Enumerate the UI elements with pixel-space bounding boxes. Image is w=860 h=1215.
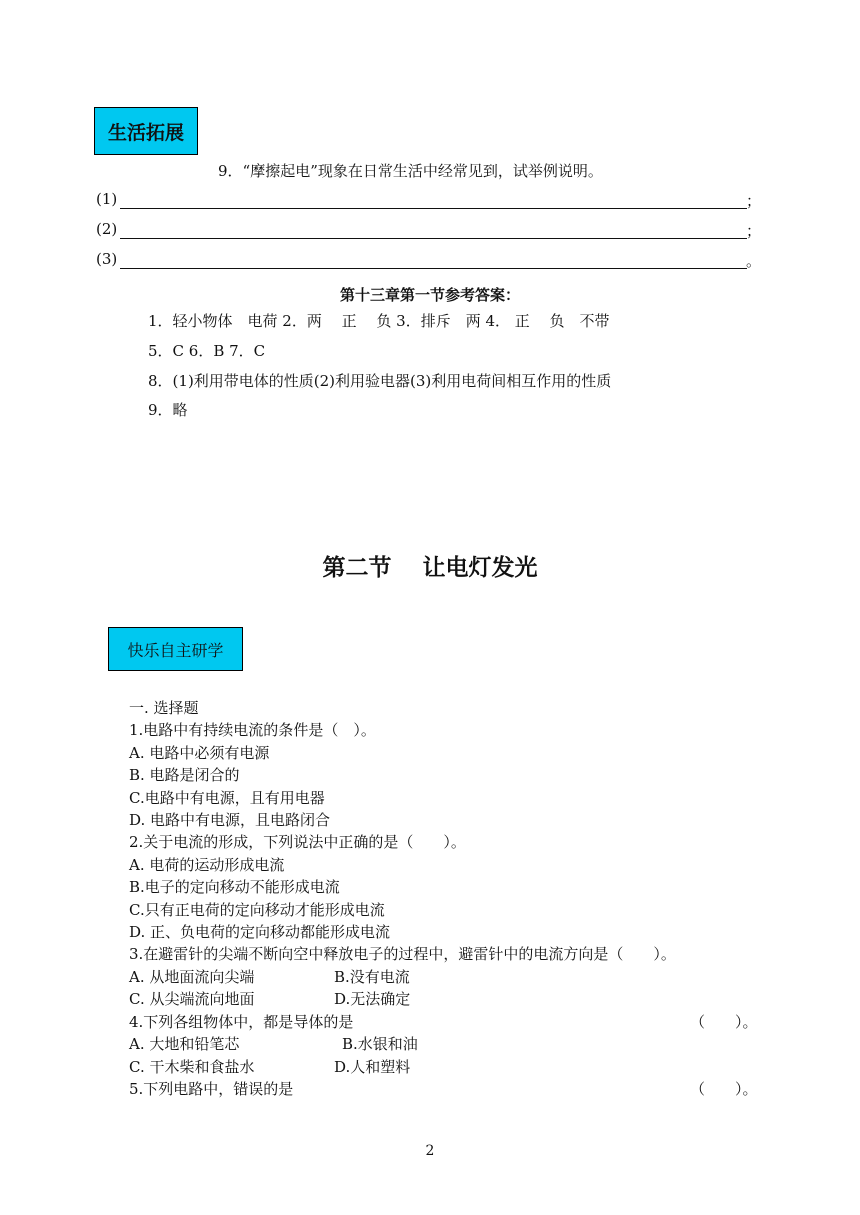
question-1: 1.电路中有持续电流的条件是（ ）。 bbox=[129, 721, 376, 739]
question-4-option-b[interactable]: B.水银和油 bbox=[342, 1035, 418, 1053]
question-1-option-a[interactable]: A. 电路中必须有电源 bbox=[129, 744, 270, 762]
page-number: 2 bbox=[425, 1143, 435, 1159]
section-tag-study-label: 快乐自主研学 bbox=[127, 640, 224, 660]
question-3-option-c[interactable]: C. 从尖端流向地面 bbox=[129, 990, 255, 1008]
quiz-heading: 一. 选择题 bbox=[129, 699, 199, 717]
answer-row-2: 5．C 6．B 7．C bbox=[148, 342, 266, 360]
answers-title: 第十三章第一节参考答案： bbox=[339, 286, 520, 304]
section-title: 第二节 让电灯发光 bbox=[322, 555, 538, 581]
question-3-option-a[interactable]: A. 从地面流向尖端 bbox=[129, 968, 255, 986]
question-4-option-a[interactable]: A. 大地和铅笔芯 bbox=[129, 1035, 240, 1053]
answer-line-2[interactable] bbox=[96, 220, 761, 242]
answer-line-3-num: (3) bbox=[96, 250, 118, 268]
question-4-option-d[interactable]: D.人和塑料 bbox=[334, 1058, 411, 1076]
answer-row-3: 8．(1)利用带电体的性质(2)利用验电器(3)利用电荷间相互作用的性质 bbox=[148, 372, 612, 390]
question-5-answer-blank[interactable]: （ ）。 bbox=[690, 1080, 758, 1098]
answer-row-4: 9．略 bbox=[148, 401, 188, 419]
question-4: 4.下列各组物体中，都是导体的是 bbox=[129, 1013, 354, 1031]
question-3-option-d[interactable]: D.无法确定 bbox=[334, 990, 411, 1008]
section-tag-life-label: 生活拓展 bbox=[107, 121, 184, 144]
answer-line-1-end: ； bbox=[745, 192, 761, 210]
answer-line-3-rule bbox=[120, 268, 747, 269]
answer-line-1[interactable] bbox=[96, 190, 761, 212]
answer-line-2-rule bbox=[120, 238, 747, 239]
question-1-option-c[interactable]: C.电路中有电源，且有用电器 bbox=[129, 789, 325, 807]
answer-row-1: 1．轻小物体 电荷 2．两 正 负 3．排斥 两 4． 正 负 不带 bbox=[148, 312, 610, 330]
section-tag-study bbox=[108, 627, 243, 671]
answer-line-2-end: ； bbox=[745, 222, 761, 240]
answer-line-2-num: (2) bbox=[96, 220, 118, 238]
question-9: 9．“摩擦起电”现象在日常生活中经常见到，试举例说明。 bbox=[218, 162, 603, 180]
answer-line-3-end: 。 bbox=[745, 252, 761, 270]
question-1-option-d[interactable]: D. 电路中有电源，且电路闭合 bbox=[129, 811, 331, 829]
question-2-option-d[interactable]: D. 正、负电荷的定向移动都能形成电流 bbox=[129, 923, 391, 941]
question-1-option-b[interactable]: B. 电路是闭合的 bbox=[129, 766, 240, 784]
answer-line-3[interactable] bbox=[96, 250, 761, 272]
question-2-option-b[interactable]: B.电子的定向移动不能形成电流 bbox=[129, 878, 340, 896]
question-2: 2.关于电流的形成，下列说法中正确的是（ ）。 bbox=[129, 833, 466, 851]
answer-line-1-rule bbox=[120, 208, 747, 209]
question-5: 5.下列电路中，错误的是 bbox=[129, 1080, 294, 1098]
question-4-answer-blank[interactable]: （ ）。 bbox=[690, 1013, 758, 1031]
question-3: 3.在避雷针的尖端不断向空中释放电子的过程中，避雷针中的电流方向是（ ）。 bbox=[129, 945, 676, 963]
section-tag-life bbox=[94, 107, 198, 155]
question-2-option-a[interactable]: A. 电荷的运动形成电流 bbox=[129, 856, 285, 874]
question-2-option-c[interactable]: C.只有正电荷的定向移动才能形成电流 bbox=[129, 901, 385, 919]
question-4-option-c[interactable]: C. 干木柴和食盐水 bbox=[129, 1058, 255, 1076]
answer-line-1-num: (1) bbox=[96, 190, 118, 208]
question-3-option-b[interactable]: B.没有电流 bbox=[334, 968, 410, 986]
